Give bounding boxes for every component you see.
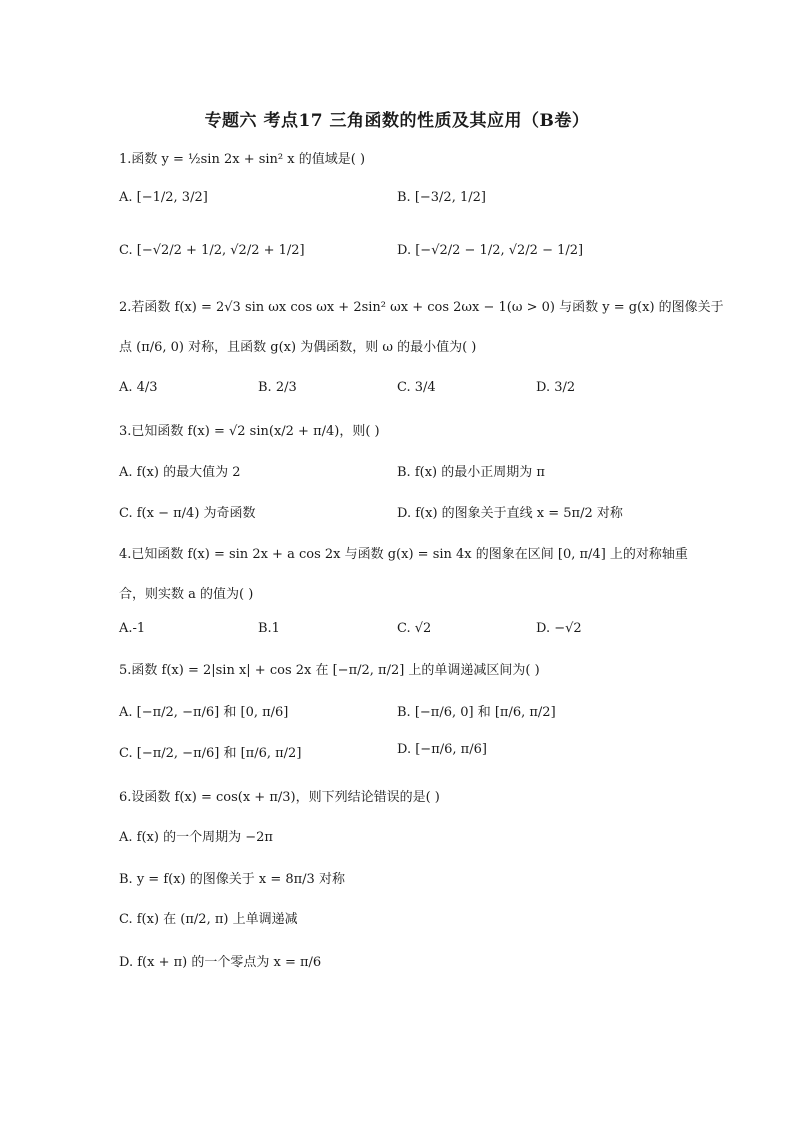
page-title: 专题六 考点17 三角函数的性质及其应用（B卷） — [204, 111, 590, 131]
q6-option-b: B. y = f(x) 的图像关于 x = 8π/3 对称 — [119, 872, 345, 887]
q5-option-b: B. [−π/6, 0] 和 [π/6, π/2] — [397, 705, 556, 720]
q4-option-a: A.-1 — [119, 621, 146, 636]
q5-option-d: D. [−π/6, π/6] — [397, 742, 487, 757]
q1-option-b: B. [−3/2, 1/2] — [397, 190, 486, 205]
q4-option-d: D. −√2 — [536, 621, 582, 636]
q5-option-a: A. [−π/2, −π/6] 和 [0, π/6] — [119, 705, 289, 720]
q3-option-b: B. f(x) 的最小正周期为 π — [397, 465, 545, 480]
question-2-stem-cont: 点 (π/6, 0) 对称，且函数 g(x) 为偶函数，则 ω 的最小值为( ) — [119, 340, 477, 355]
question-4-stem-cont: 合，则实数 a 的值为( ) — [119, 587, 254, 602]
q3-option-a: A. f(x) 的最大值为 2 — [119, 465, 241, 480]
q5-option-c: C. [−π/2, −π/6] 和 [π/6, π/2] — [119, 746, 302, 761]
q6-option-d: D. f(x + π) 的一个零点为 x = π/6 — [119, 955, 322, 970]
question-5-stem: 5.函数 f(x) = 2|sin x| + cos 2x 在 [−π/2, π/2] 上的单调递减区间为( ) — [119, 663, 540, 678]
q1-option-d: D. [−√2/2 − 1/2, √2/2 − 1/2] — [397, 243, 584, 258]
question-3-stem: 3.已知函数 f(x) = √2 sin(x/2 + π/4)，则( ) — [119, 424, 380, 439]
q2-option-c: C. 3/4 — [397, 380, 436, 395]
q2-option-b: B. 2/3 — [258, 380, 297, 395]
q3-option-d: D. f(x) 的图象关于直线 x = 5π/2 对称 — [397, 506, 623, 521]
q4-option-b: B.1 — [258, 621, 280, 636]
q1-option-a: A. [−1/2, 3/2] — [119, 190, 208, 205]
q3-option-c: C. f(x − π/4) 为奇函数 — [119, 506, 256, 521]
question-2-stem: 2.若函数 f(x) = 2√3 sin ωx cos ωx + 2sin² ωx + cos 2ωx − 1(ω > 0) 与函数 y = g(x) 的图像关于 — [119, 300, 724, 315]
question-1-stem: 1.函数 y = ½sin 2x + sin² x 的值域是( ) — [119, 152, 366, 167]
q2-option-d: D. 3/2 — [536, 380, 576, 395]
question-4-stem: 4.已知函数 f(x) = sin 2x + a cos 2x 与函数 g(x) = sin 4x 的图象在区间 [0, π/4] 上的对称轴重 — [119, 547, 688, 562]
q2-option-a: A. 4/3 — [119, 380, 158, 395]
q6-option-a: A. f(x) 的一个周期为 −2π — [119, 830, 273, 845]
q1-option-c: C. [−√2/2 + 1/2, √2/2 + 1/2] — [119, 243, 305, 258]
q6-option-c: C. f(x) 在 (π/2, π) 上单调递减 — [119, 912, 298, 927]
question-6-stem: 6.设函数 f(x) = cos(x + π/3)，则下列结论错误的是( ) — [119, 790, 440, 805]
q4-option-c: C. √2 — [397, 621, 432, 636]
